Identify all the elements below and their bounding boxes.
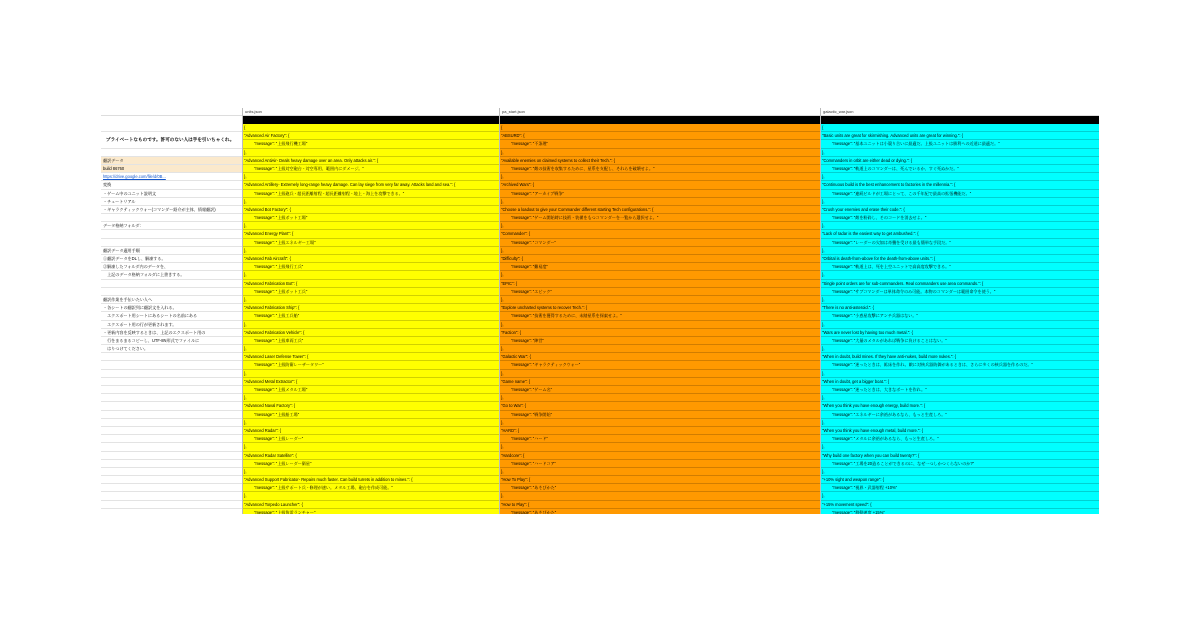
pa-start-json-header[interactable]: pa_start.json xyxy=(499,108,820,116)
source-cell[interactable]: }, xyxy=(820,271,1099,279)
empty-cell[interactable] xyxy=(101,402,242,410)
source-cell[interactable]: "Lack of radar is the easiest way to get ambushed.": { xyxy=(820,230,1099,238)
translation-cell[interactable]: "message": "上級飛行機工場" xyxy=(242,140,499,148)
source-cell[interactable]: }, xyxy=(820,443,1099,451)
translation-cell[interactable]: "message": "ギャラクティックウォー" xyxy=(499,361,820,369)
translation-cell[interactable]: "message": "視界・武器射程 +10%" xyxy=(820,484,1099,492)
note-row: 翻訳作業を手伝いたい人へ xyxy=(101,296,242,304)
source-cell[interactable]: { xyxy=(242,124,499,132)
source-cell[interactable]: "Advanced Energy Plant": { xyxy=(242,230,499,238)
source-cell[interactable]: }, xyxy=(242,394,499,402)
galactic-war-json-header[interactable]: galactic_war.json xyxy=(820,108,1099,116)
source-cell[interactable]: "Archived Wars": { xyxy=(499,181,820,189)
note-row: ②解凍したフォルダ内のデータを、 xyxy=(101,263,242,271)
source-cell[interactable]: "Single point orders are for sub-commanders. Real commanders use area commands.": { xyxy=(820,280,1099,288)
source-cell[interactable]: "Hardcore": { xyxy=(499,452,820,460)
notes-column-header xyxy=(101,108,242,116)
translation-cell[interactable]: "message": "サブコマンダーは単体命令のみ可能。本物のコマンダーは範囲命令を使う。" xyxy=(820,288,1099,296)
source-cell[interactable]: "Advanced Bot Factory": { xyxy=(242,206,499,214)
note-row xyxy=(101,230,242,238)
source-cell[interactable]: "Choose a loadout to give your Commander different starting Tech configurations.": { xyxy=(499,206,820,214)
empty-cell[interactable] xyxy=(101,460,242,468)
source-cell[interactable]: }, xyxy=(242,271,499,279)
note-row: 変換 xyxy=(101,181,242,189)
source-cell[interactable]: "Explore uncharted systems to recover Tech.": { xyxy=(499,304,820,312)
translation-cell[interactable]: "message": "移動速度 +15%" xyxy=(820,509,1099,514)
empty-cell[interactable] xyxy=(101,427,242,435)
column-divider xyxy=(499,108,500,514)
translation-cell[interactable]: "message": "敵の技術を収集するために、星系を支配し、それらを破壊せよ。" xyxy=(499,165,820,173)
note-row: ・チュートリアル xyxy=(101,198,242,206)
source-cell[interactable]: "+15% movement speed": { xyxy=(820,501,1099,509)
note-row xyxy=(101,288,242,296)
source-cell[interactable]: }, xyxy=(499,419,820,427)
empty-cell[interactable] xyxy=(101,468,242,476)
header-black-bar xyxy=(820,116,1099,124)
note-row xyxy=(101,280,242,288)
translation-cell[interactable]: "message": "上級車両工兵" xyxy=(242,337,499,345)
source-cell[interactable]: { xyxy=(499,124,820,132)
source-cell[interactable]: }, xyxy=(242,370,499,378)
source-cell[interactable]: }, xyxy=(499,271,820,279)
source-cell[interactable]: }, xyxy=(499,443,820,451)
translation-cell[interactable]: "message": "陣営" xyxy=(499,337,820,345)
source-cell[interactable]: }, xyxy=(242,296,499,304)
source-cell[interactable]: }, xyxy=(242,149,499,157)
translation-cell[interactable]: "message": "迷ったときは、鉱床を作れ。敵に対核兵器防御があるときは、さらに多くの核兵器を作るのだ。" xyxy=(820,361,1099,369)
source-cell[interactable]: "Game name": { xyxy=(499,378,820,386)
source-cell[interactable]: }, xyxy=(820,492,1099,500)
source-cell[interactable]: }, xyxy=(499,345,820,353)
source-cell[interactable]: "Advanced Metal Extractor": { xyxy=(242,378,499,386)
source-cell[interactable]: }, xyxy=(820,296,1099,304)
header-black-bar xyxy=(242,116,499,124)
empty-cell[interactable] xyxy=(101,361,242,369)
source-cell[interactable]: }, xyxy=(820,149,1099,157)
source-cell[interactable]: }, xyxy=(820,394,1099,402)
translation-cell[interactable]: "message": "上級ボット工場" xyxy=(242,214,499,222)
translation-cell[interactable]: "message": "コマンダー" xyxy=(499,239,820,247)
translation-cell[interactable]: "message": "連続ビルドが工場にとって、この千年紀で最高の拡張機能だ。" xyxy=(820,190,1099,198)
pa-start-json-rows xyxy=(499,124,820,514)
source-cell[interactable]: }, xyxy=(499,370,820,378)
translation-cell[interactable]: "message": "技術を獲得するために、未踏星系を探索せよ。" xyxy=(499,312,820,320)
source-cell[interactable]: }, xyxy=(242,345,499,353)
source-cell[interactable]: "Basic units are great for skirmishing. Advanced units are great for winning.": { xyxy=(820,132,1099,140)
source-cell[interactable]: "Wars are never lost by having too much metal.": { xyxy=(820,329,1099,337)
source-cell[interactable]: "Continuous build is the best enhancement to factories in the millennia.": { xyxy=(820,181,1099,189)
translation-cell[interactable]: "message": "ゲーム名" xyxy=(499,386,820,394)
empty-cell[interactable] xyxy=(101,452,242,460)
translation-cell[interactable]: "message": "上級レーダー衛星" xyxy=(242,460,499,468)
source-cell[interactable]: "Advanced AntiAir- Deals heavy damage over an area. Only attacks air.": { xyxy=(242,157,499,165)
source-cell[interactable]: "When you think you have enough metal, build more.": { xyxy=(820,427,1099,435)
translation-cell[interactable]: "message": "敵を粉砕し、そのコードを消去せよ。" xyxy=(820,214,1099,222)
note-row: 翻訳データ xyxy=(101,157,242,165)
translation-cell[interactable]: "message": "工場を20造ることができるのに、なぜ一つしかつくらないのか?" xyxy=(820,460,1099,468)
source-cell[interactable]: "Commander": { xyxy=(499,230,820,238)
source-cell[interactable]: "Advanced Support Fabricator- Repairs much faster. Can build turrets in addition to mines.": { xyxy=(242,476,499,484)
empty-cell[interactable] xyxy=(101,509,242,514)
source-cell[interactable]: "Go to War": { xyxy=(499,402,820,410)
source-cell[interactable]: "Faction": { xyxy=(499,329,820,337)
units-json-header[interactable]: units.json xyxy=(242,108,499,116)
source-cell[interactable]: }, xyxy=(499,198,820,206)
source-cell[interactable]: "HARD": { xyxy=(499,427,820,435)
translation-cell[interactable]: "message": "迷ったときは、大きなボートを作れ。" xyxy=(820,386,1099,394)
translation-cell[interactable]: "message": "上級砲兵 - 超長距離射程 - 超長距離射程 - 地上・海上を攻撃できる。" xyxy=(242,190,499,198)
note-row: ・各シートの翻訳列に翻訳文を入れる。 xyxy=(101,304,242,312)
translation-cell[interactable]: "message": "エネルギーに余裕があるなら、もっと生産しろ。" xyxy=(820,411,1099,419)
source-cell[interactable]: }, xyxy=(820,468,1099,476)
translation-cell[interactable]: "message": "小惑星攻撃にアンチ兵器はない。" xyxy=(820,312,1099,320)
note-row: データ格納フォルダ： xyxy=(101,222,242,230)
translation-cell[interactable]: "message": "基本ユニットは小競り合いに最適だ。上級ユニットは勝利への近道に最適だ。" xyxy=(820,140,1099,148)
source-cell[interactable]: }, xyxy=(499,492,820,500)
empty-cell[interactable] xyxy=(101,419,242,427)
note-row xyxy=(101,124,242,132)
translation-cell[interactable]: "message": "ゲーム開始時に技術・装備をもつコマンダーを一覧から選択せよ。" xyxy=(499,214,820,222)
empty-cell[interactable] xyxy=(101,501,242,509)
source-cell[interactable]: "Available enemies on claimed systems to collect their Tech.": { xyxy=(499,157,820,165)
source-cell[interactable]: "Advanced Laser Defense Tower": { xyxy=(242,353,499,361)
note-row: 上記のデータ格納フォルダに上書きする。 xyxy=(101,271,242,279)
translation-cell[interactable]: "message": "あそびかた" xyxy=(499,509,820,514)
notes-rows xyxy=(101,124,242,514)
source-cell[interactable]: "+10% sight and weapon range": { xyxy=(820,476,1099,484)
translation-cell[interactable]: "message": "上級ボット工兵" xyxy=(242,288,499,296)
empty-cell[interactable] xyxy=(101,484,242,492)
source-cell[interactable]: "Advanced Radar": { xyxy=(242,427,499,435)
empty-cell[interactable] xyxy=(101,378,242,386)
source-cell[interactable]: "Why build one factory when you can build twenty?": { xyxy=(820,452,1099,460)
source-cell[interactable]: }, xyxy=(820,370,1099,378)
source-cell[interactable]: }, xyxy=(242,173,499,181)
note-row: はりつけてください。 xyxy=(101,345,242,353)
source-cell[interactable]: }, xyxy=(242,247,499,255)
source-cell[interactable]: "There is no anti-asteroid.": { xyxy=(820,304,1099,312)
source-cell[interactable]: "Advanced Fabrication Bot": { xyxy=(242,280,499,288)
spreadsheet xyxy=(101,108,1099,514)
translation-cell[interactable]: "message": "軌道上のコマンダーは、死んでいるか、すぐ死ぬかだ。" xyxy=(820,165,1099,173)
note-row xyxy=(101,149,242,157)
note-row: ①翻訳データをDLし、解凍する。 xyxy=(101,255,242,263)
source-cell[interactable]: }, xyxy=(499,468,820,476)
translation-cell[interactable]: "message": "ハードコア" xyxy=(499,460,820,468)
pa-start-json-column xyxy=(499,108,820,514)
note-row: エクスポート用シートにあるシートの名前にある xyxy=(101,312,242,320)
note-row xyxy=(101,214,242,222)
source-cell[interactable]: }, xyxy=(820,198,1099,206)
empty-cell[interactable] xyxy=(101,386,242,394)
header-black-bar xyxy=(499,116,820,124)
source-cell[interactable]: }, xyxy=(242,198,499,206)
translation-cell[interactable]: "message": "上級レーダー" xyxy=(242,435,499,443)
column-divider xyxy=(820,108,821,514)
source-cell[interactable]: }, xyxy=(820,345,1099,353)
note-row: プライベートなものです。許可のない人は手を引いちゃくれ。 xyxy=(101,132,242,148)
source-cell[interactable]: }, xyxy=(820,247,1099,255)
note-row: エクスポート用の行が更新されます。 xyxy=(101,321,242,329)
translation-cell[interactable]: "message": "不条理" xyxy=(499,140,820,148)
source-cell[interactable]: "Galactic War": { xyxy=(499,353,820,361)
source-cell[interactable]: { xyxy=(820,124,1099,132)
translation-cell[interactable]: "message": "上級船工場" xyxy=(242,411,499,419)
source-cell[interactable]: }, xyxy=(820,173,1099,181)
source-cell[interactable]: }, xyxy=(242,443,499,451)
source-cell[interactable]: "Advanced Fab Aircraft": { xyxy=(242,255,499,263)
source-cell[interactable]: }, xyxy=(499,222,820,230)
translation-cell[interactable]: "message": "大量のメタルがあれば戦争に負けることはない。" xyxy=(820,337,1099,345)
note-row xyxy=(101,239,242,247)
source-cell[interactable]: }, xyxy=(242,321,499,329)
note-row: ・ギャラクティックウォー(コマンダー紹介が主体、情報翻訳) xyxy=(101,206,242,214)
source-cell[interactable]: }, xyxy=(499,321,820,329)
note-row: 行をまるまるコピーし、UTF-8N形式でファイルに xyxy=(101,337,242,345)
source-cell[interactable]: "ABSURD": { xyxy=(499,132,820,140)
source-cell[interactable]: "Commanders in orbit are either dead or dying.": { xyxy=(820,157,1099,165)
translation-cell[interactable]: "message": "アーカイブ戦争" xyxy=(499,190,820,198)
source-cell[interactable]: }, xyxy=(242,222,499,230)
translation-cell[interactable]: "message": "上級エネルギー工場" xyxy=(242,239,499,247)
translation-cell[interactable]: "message": "難易度" xyxy=(499,263,820,271)
source-cell[interactable]: "How To Play": { xyxy=(499,476,820,484)
source-cell[interactable]: "Advanced Naval Factory": { xyxy=(242,402,499,410)
empty-cell[interactable] xyxy=(101,411,242,419)
source-cell[interactable]: }, xyxy=(820,321,1099,329)
source-cell[interactable]: "Difficulty": { xyxy=(499,255,820,263)
source-cell[interactable]: "Advanced Artillery- Extremely long-range heavy damage. Can lay siege from very far away. Attacks land and sea.": { xyxy=(242,181,499,189)
translation-cell[interactable]: "message": "上級工兵船" xyxy=(242,312,499,320)
empty-cell[interactable] xyxy=(101,394,242,402)
source-cell[interactable]: }, xyxy=(499,247,820,255)
empty-cell[interactable] xyxy=(101,370,242,378)
translation-cell[interactable]: "message": "レーダーの欠如は奇襲を受ける最も簡単な手段だ。" xyxy=(820,239,1099,247)
note-row: ・更新内容を反映するときは、上記のエクスポート用の xyxy=(101,329,242,337)
source-cell[interactable]: "EPIC": { xyxy=(499,280,820,288)
note-row: ・ゲーム中のユニット説明文 xyxy=(101,190,242,198)
translation-cell[interactable]: "message": "上級防衛レーザータワー" xyxy=(242,361,499,369)
translation-cell[interactable]: "message": "あそびかた" xyxy=(499,484,820,492)
empty-cell[interactable] xyxy=(101,353,242,361)
galactic-war-json-rows xyxy=(820,124,1099,514)
source-cell[interactable]: }, xyxy=(820,222,1099,230)
translation-cell[interactable]: "message": "軌道上は、死を上空ユニットで高高度攻撃できる。" xyxy=(820,263,1099,271)
source-cell[interactable]: "Orbital is death-from-above for the death-from-above units.": { xyxy=(820,255,1099,263)
source-cell[interactable]: }, xyxy=(499,296,820,304)
empty-cell[interactable] xyxy=(101,435,242,443)
source-cell[interactable]: }, xyxy=(820,419,1099,427)
translation-cell[interactable]: "message": "上級サポート兵 - 修理が速い。メタル工場、砲台を作成可能。" xyxy=(242,484,499,492)
source-cell[interactable]: "Crush your enemies and erase their code.": { xyxy=(820,206,1099,214)
source-cell[interactable]: "When in doubt, get a bigger boat.": { xyxy=(820,378,1099,386)
source-cell[interactable]: }, xyxy=(242,419,499,427)
download-link[interactable]: https://drive.google.com/file/d/0B... xyxy=(101,173,242,181)
source-cell[interactable]: "Advanced Radar Satellite": { xyxy=(242,452,499,460)
translation-cell[interactable]: "message": "上級飛行工兵" xyxy=(242,263,499,271)
translation-cell[interactable]: "message": "上級魚雷ランチャー" xyxy=(242,509,499,514)
empty-cell[interactable] xyxy=(101,443,242,451)
source-cell[interactable]: "Advanced Air Factory": { xyxy=(242,132,499,140)
source-cell[interactable]: }, xyxy=(242,468,499,476)
note-row: 翻訳データ適用手順 xyxy=(101,247,242,255)
translation-cell[interactable]: "message": "戦争開始" xyxy=(499,411,820,419)
units-json-column xyxy=(242,108,499,514)
notes-column xyxy=(101,108,242,514)
notes-header-spacer xyxy=(101,116,242,124)
translation-cell[interactable]: "message": "エピック" xyxy=(499,288,820,296)
galactic-war-json-column xyxy=(820,108,1099,514)
source-cell[interactable]: "Advanced Torpedo Launcher": { xyxy=(242,501,499,509)
source-cell[interactable]: "Advanced Fabrication Ship": { xyxy=(242,304,499,312)
empty-cell[interactable] xyxy=(101,476,242,484)
source-cell[interactable]: }, xyxy=(499,149,820,157)
source-cell[interactable]: }, xyxy=(242,492,499,500)
source-cell[interactable]: }, xyxy=(499,173,820,181)
translation-cell[interactable]: "message": "ハード" xyxy=(499,435,820,443)
units-json-rows xyxy=(242,124,499,514)
source-cell[interactable]: "How to Play": { xyxy=(499,501,820,509)
source-cell[interactable]: "When you think you have enough energy, build more.": { xyxy=(820,402,1099,410)
translation-cell[interactable]: "message": "上級対空砲台 - 対空専用、範囲内にダメージ。" xyxy=(242,165,499,173)
empty-cell[interactable] xyxy=(101,492,242,500)
source-cell[interactable]: }, xyxy=(499,394,820,402)
source-cell[interactable]: "When in doubt, build mines. If they have anti-nukes, build more nukes.": { xyxy=(820,353,1099,361)
note-row: build 86760 xyxy=(101,165,242,173)
translation-cell[interactable]: "message": "メタルに余裕があるなら、もっと生産しろ。" xyxy=(820,435,1099,443)
translation-cell[interactable]: "message": "上級メタル工場" xyxy=(242,386,499,394)
column-divider xyxy=(242,108,243,514)
source-cell[interactable]: "Advanced Fabrication Vehicle": { xyxy=(242,329,499,337)
